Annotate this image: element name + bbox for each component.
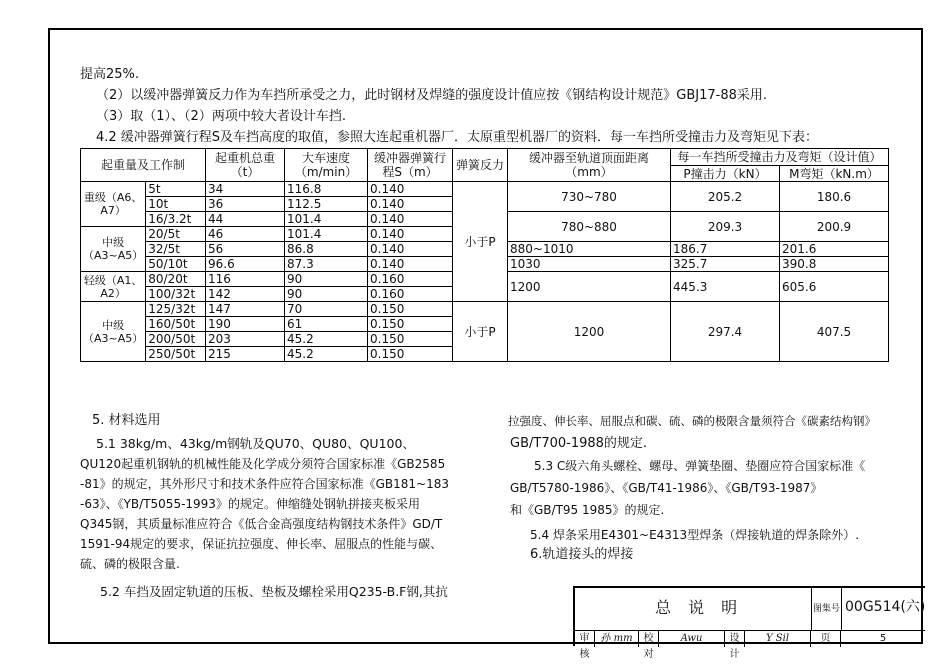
text-line: -81》的规定，其外形尺寸和技术条件应符合国家标准《GB181~183	[80, 477, 449, 491]
cell-stroke: 0.150	[368, 317, 453, 332]
audit-label: 审核	[575, 631, 595, 647]
cell-capacity: 10t	[146, 197, 206, 212]
text-line: 5.4 焊条采用E4301~E4313型焊条（焊接轨道的焊条除外）.	[530, 528, 860, 542]
table-header-row	[81, 149, 889, 166]
cell-capacity: 80/20t	[146, 272, 206, 287]
cell-distance: 730~780	[508, 182, 671, 212]
cell-weight: 46	[206, 227, 285, 242]
cell-reaction: 小于P	[453, 302, 508, 362]
group-label: 中级（A3~A5）	[81, 227, 146, 272]
design-signature: Y Sil	[745, 631, 811, 647]
design-label: 设计	[725, 631, 745, 647]
cell-distance: 1200	[508, 272, 671, 302]
group-label: 中级（A3~A5）	[81, 302, 146, 362]
cell-capacity: 160/50t	[146, 317, 206, 332]
text-line: 4.2 缓冲器弹簧行程S及车挡高度的取值，参照大连起重机器厂．太原重型机器厂的资料．每一车挡所受撞击力及弯矩见下表：	[96, 130, 819, 145]
cell-capacity: 20/5t	[146, 227, 206, 242]
cell-stroke: 0.140	[368, 212, 453, 227]
text-line: （2）以缓冲器弹簧反力作为车挡所承受之力，此时钢材及焊缝的强度设计值应按《钢结构设计规范》GBJ17-88采用.	[96, 88, 768, 103]
cell-weight: 203	[206, 332, 285, 347]
cell-stroke: 0.140	[368, 197, 453, 212]
atlas-number: 00G514(六)	[845, 599, 926, 615]
cell-speed: 70	[285, 302, 368, 317]
cell-weight: 147	[206, 302, 285, 317]
cell-capacity: 16/3.2t	[146, 212, 206, 227]
cell-stroke: 0.150	[368, 347, 453, 362]
header-stroke: 缓冲器弹簧行程S（m）	[368, 149, 453, 182]
cell-stroke: 0.160	[368, 272, 453, 287]
cell-distance: 1030	[508, 257, 671, 272]
group-label: 轻级（A1、A2）	[81, 272, 146, 302]
text-line: 和《GB/T95 1985》的规定.	[510, 503, 665, 517]
check-signature: Awu	[659, 631, 725, 647]
text-line: -63》、《YB/T5055-1993》的规定。伸缩缝处钢轨拼接夹板采用	[80, 497, 420, 511]
cell-force: 297.4	[671, 302, 780, 362]
header-force: P撞击力（kN）	[671, 166, 780, 182]
page-number: 5	[879, 633, 887, 644]
spec-table	[80, 148, 889, 362]
cell-stroke: 0.160	[368, 287, 453, 302]
cell-stroke: 0.150	[368, 332, 453, 347]
text-line: Q345钢，其质量标准应符合《低合金高强度结构钢技术条件》GD/T	[80, 517, 443, 531]
cell-speed: 87.3	[285, 257, 368, 272]
cell-capacity: 250/50t	[146, 347, 206, 362]
text-line: （3）取（1）、（2）两项中较大者设计车挡.	[96, 109, 346, 124]
cell-force: 186.7	[671, 242, 780, 257]
header-design: 每一车挡所受撞击力及弯矩（设计值）	[671, 149, 889, 166]
cell-weight: 34	[206, 182, 285, 197]
cell-moment: 180.6	[780, 182, 889, 212]
cell-weight: 56	[206, 242, 285, 257]
text-line: 5.2 车挡及固定轨道的压板、垫板及螺栓采用Q235-B.F钢,其抗	[100, 584, 448, 599]
cell-distance: 1200	[508, 302, 671, 362]
header-distance: 缓冲器至轨道顶面距离（mm）	[508, 149, 671, 182]
cell-capacity: 32/5t	[146, 242, 206, 257]
cell-stroke: 0.140	[368, 242, 453, 257]
audit-signature: 孙 mm	[595, 631, 639, 647]
text-line: GB/T700-1988的规定.	[510, 436, 648, 451]
cell-speed: 112.5	[285, 197, 368, 212]
cell-force: 209.3	[671, 212, 780, 242]
cell-speed: 101.4	[285, 212, 368, 227]
table-row	[81, 302, 889, 317]
header-speed: 大车速度（m/min）	[285, 149, 368, 182]
cell-weight: 116	[206, 272, 285, 287]
text-line: QU120起重机钢轨的机械性能及化学成分须符合国家标准《GB2585	[80, 457, 446, 471]
text-line: 5.1 38kg/m、43kg/m钢轨及QU70、QU80、QU100、	[96, 436, 415, 451]
text-line: GB/T5780-1986》、《GB/T41-1986》、《GB/T93-1987》	[510, 481, 823, 495]
text-line: 5.3 C级六角头螺栓、螺母、弹簧垫圈、垫圈应符合国家标准《	[534, 459, 866, 473]
cell-moment: 200.9	[780, 212, 889, 242]
cell-distance: 880~1010	[508, 242, 671, 257]
text-line: 拉强度、伸长率、屈服点和碳、硫、磷的极限含量须符合《碳素结构钢》	[508, 414, 876, 428]
cell-speed: 116.8	[285, 182, 368, 197]
cell-weight: 215	[206, 347, 285, 362]
cell-capacity: 5t	[146, 182, 206, 197]
cell-capacity: 125/32t	[146, 302, 206, 317]
cell-distance: 780~880	[508, 212, 671, 242]
cell-speed: 90	[285, 287, 368, 302]
cell-moment: 407.5	[780, 302, 889, 362]
group-label: 重级（A6、A7）	[81, 182, 146, 227]
cell-moment: 605.6	[780, 272, 889, 302]
cell-weight: 44	[206, 212, 285, 227]
cell-speed: 45.2	[285, 347, 368, 362]
table-row	[81, 182, 889, 197]
cell-moment: 201.6	[780, 242, 889, 257]
cell-force: 205.2	[671, 182, 780, 212]
atlas-label: 图集号	[813, 604, 841, 614]
text-line: 提高25%.	[80, 67, 140, 82]
cell-speed: 45.2	[285, 332, 368, 347]
cell-speed: 90	[285, 272, 368, 287]
cell-force: 445.3	[671, 272, 780, 302]
title-block	[573, 586, 926, 660]
cell-capacity: 50/10t	[146, 257, 206, 272]
text-line: 硫、磷的极限含量.	[80, 557, 180, 571]
cell-stroke: 0.140	[368, 182, 453, 197]
cell-reaction: 小于P	[453, 182, 508, 302]
header-weight: 起重机总重（t）	[206, 149, 285, 182]
cell-speed: 86.8	[285, 242, 368, 257]
cell-weight: 36	[206, 197, 285, 212]
text-line: 1591-94规定的要求，保证抗拉强度、伸长率、屈服点的性能与碳、	[80, 537, 443, 551]
cell-stroke: 0.150	[368, 302, 453, 317]
check-label: 校对	[639, 631, 659, 647]
text-line: 6.轨道接头的焊接	[530, 547, 634, 562]
cell-weight: 96.6	[206, 257, 285, 272]
cell-force: 325.7	[671, 257, 780, 272]
header-moment: M弯矩（kN.m）	[780, 166, 889, 182]
header-crane: 起重量及工作制	[81, 149, 206, 182]
cell-moment: 390.8	[780, 257, 889, 272]
cell-capacity: 200/50t	[146, 332, 206, 347]
cell-stroke: 0.140	[368, 257, 453, 272]
cell-stroke: 0.140	[368, 227, 453, 242]
section-heading: 5. 材料选用	[92, 413, 161, 428]
cell-weight: 142	[206, 287, 285, 302]
page-label: 页	[811, 631, 841, 647]
header-reaction: 弹簧反力	[453, 149, 508, 182]
signature-row	[575, 630, 925, 660]
cell-weight: 190	[206, 317, 285, 332]
drawing-title: 总 说 明	[655, 598, 744, 617]
cell-capacity: 100/32t	[146, 287, 206, 302]
cell-speed: 101.4	[285, 227, 368, 242]
cell-speed: 61	[285, 317, 368, 332]
